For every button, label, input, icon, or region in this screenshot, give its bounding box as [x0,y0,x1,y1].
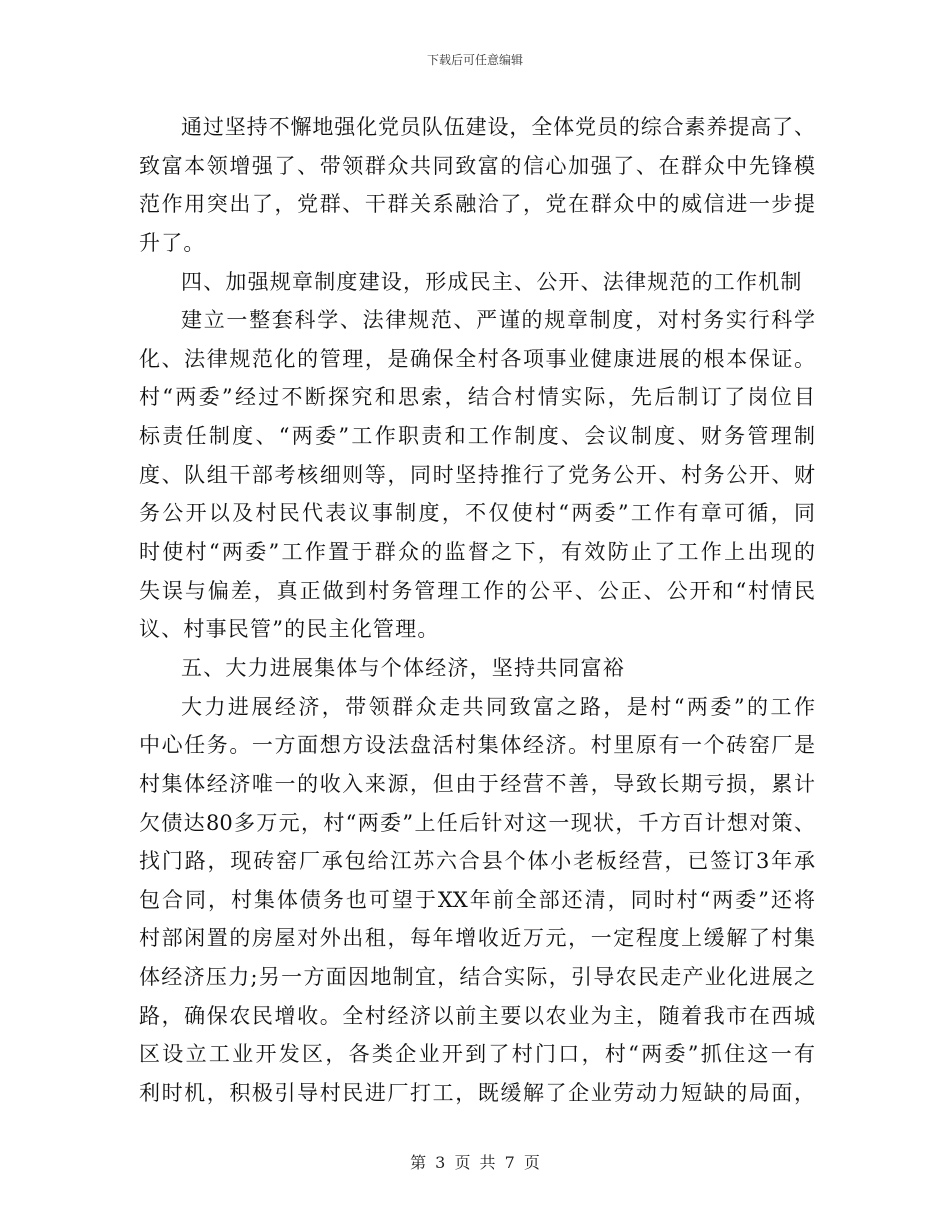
body-text-line: 找门路，现砖窑厂承包给江苏六合县个体小老板经营，已签订3年承 [139,849,815,874]
body-text-line: 包合同，村集体债务也可望于XX年前全部还清，同时村“两委”还将 [139,887,815,912]
body-text-line: 中心任务。一方面想方设法盘活村集体经济。村里原有一个砖窑厂是 [139,733,815,758]
body-text-line: 务公开以及村民代表议事制度，不仅使村“两委”工作有章可循，同 [139,501,815,526]
body-text-line: 区设立工业开发区，各类企业开到了村门口，村“两委”抓住这一有 [139,1042,815,1067]
body-text-line: 体经济压力;另一方面因地制宜，结合实际，引导农民走产业化进展之 [139,965,815,990]
page-number-footer: 第 3 页 共 7 页 [410,1153,540,1172]
body-text-line: 村“两委”经过不断探究和思索，结合村情实际，先后制订了岗位目 [139,385,815,410]
document-body [139,108,815,1113]
page-header-note: 下载后可任意编辑 [426,53,523,67]
body-text-line: 村部闲置的房屋对外出租，每年增收近万元，一定程度上缓解了村集 [139,926,815,951]
body-text-line: 范作用突出了，党群、干群关系融洽了，党在群众中的威信进一步提 [139,192,815,217]
body-text-line: 度、队组干部考核细则等，同时坚持推行了党务公开、村务公开、财 [139,462,815,487]
body-text-line: 时使村“两委”工作置于群众的监督之下，有效防止了工作上出现的 [139,540,815,565]
body-text-line: 利时机，积极引导村民进厂打工，既缓解了企业劳动力短缺的局面， [139,1081,815,1106]
body-text-line: 失误与偏差，真正做到村务管理工作的公平、公正、公开和“村情民 [139,578,815,603]
body-text-line: 五、大力进展集体与个体经济，坚持共同富裕 [181,655,625,680]
body-text-line: 大力进展经济，带领群众走共同致富之路，是村“两委”的工作 [181,694,815,719]
body-text-line: 村集体经济唯一的收入来源，但由于经营不善，导致长期亏损，累计 [139,771,815,796]
body-text-line: 四、加强规章制度建设，形成民主、公开、法律规范的工作机制 [181,269,803,294]
body-text-line: 路，确保农民增收。全村经济以前主要以农业为主，随着我市在西城 [139,1003,815,1028]
body-text-line: 通过坚持不懈地强化党员队伍建设，全体党员的综合素养提高了、 [181,115,815,139]
body-text-line: 升了。 [139,230,206,255]
body-text-line: 致富本领增强了、带领群众共同致富的信心加强了、在群众中先锋模 [139,153,815,178]
body-text-line: 议、村事民管”的民主化管理。 [139,617,440,642]
body-text-line: 化、法律规范化的管理，是确保全村各项事业健康进展的根本保证。 [139,346,815,371]
body-text-line: 欠债达80多万元，村“两委”上任后针对这一现状，千方百计想对策、 [139,810,815,835]
body-text-line: 建立一整套科学、法律规范、严谨的规章制度，对村务实行科学 [181,308,815,333]
body-text-line: 标责任制度、“两委”工作职责和工作制度、会议制度、财务管理制 [139,424,815,449]
